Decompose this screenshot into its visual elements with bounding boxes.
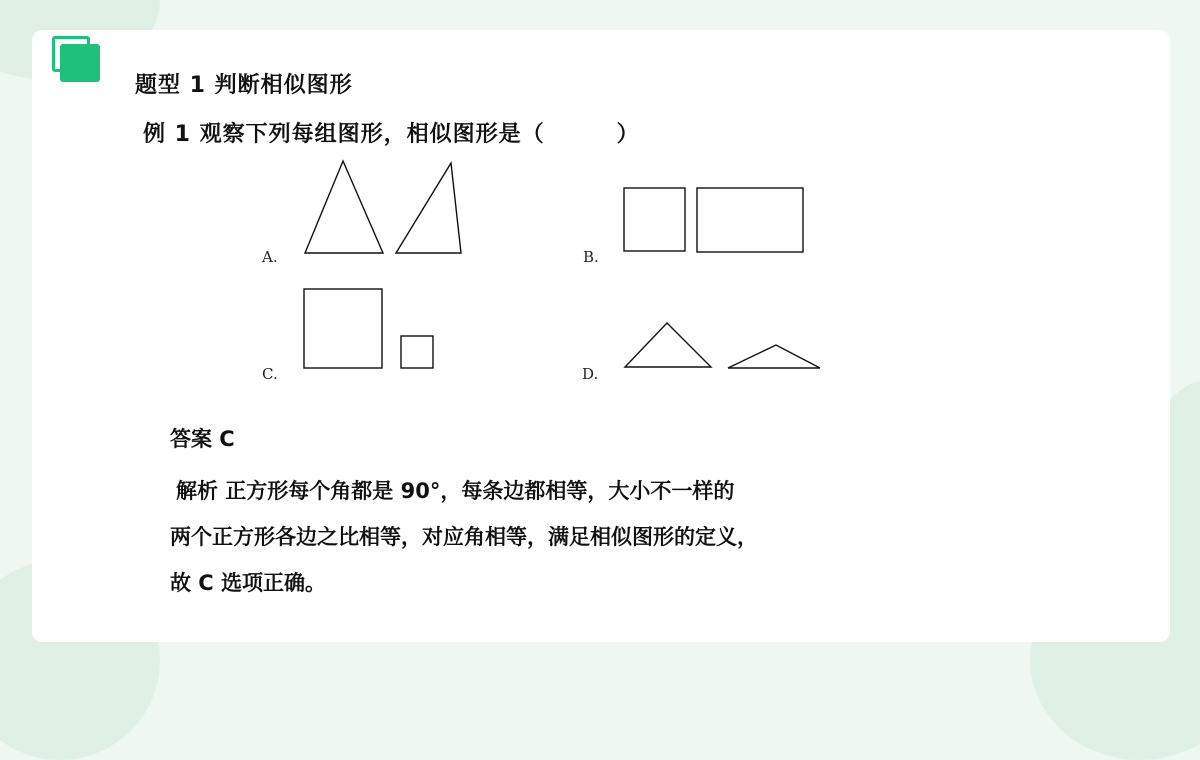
option-b-rectangle	[697, 188, 803, 252]
option-a-label: A.	[262, 248, 278, 266]
option-d-label: D.	[582, 365, 599, 383]
option-d-triangle-1	[625, 323, 711, 367]
question-stem: 例 1 观察下列每组图形，相似图形是（	[143, 122, 545, 147]
option-c-small-square	[401, 336, 433, 368]
section-heading: 题型 1 判断相似图形	[135, 73, 353, 98]
analysis-line-3: 故 C 选项正确。	[170, 571, 327, 595]
option-a-triangle-1	[305, 161, 383, 253]
analysis-block	[170, 468, 758, 606]
option-c-label: C.	[262, 365, 278, 383]
option-d-triangle-2	[728, 345, 820, 368]
question-close-paren: ）	[616, 122, 640, 147]
analysis-line-2: 两个正方形各边之比相等，对应角相等，满足相似图形的定义，	[170, 525, 758, 549]
option-b-square	[624, 188, 685, 251]
answer-text: 答案 C	[170, 427, 235, 451]
option-b-label: B.	[583, 248, 599, 266]
option-a-triangle-2	[396, 163, 461, 253]
analysis-line-1: 解析 正方形每个角都是 90°，每条边都相等，大小不一样的	[176, 479, 735, 503]
option-c-large-square	[304, 289, 382, 368]
